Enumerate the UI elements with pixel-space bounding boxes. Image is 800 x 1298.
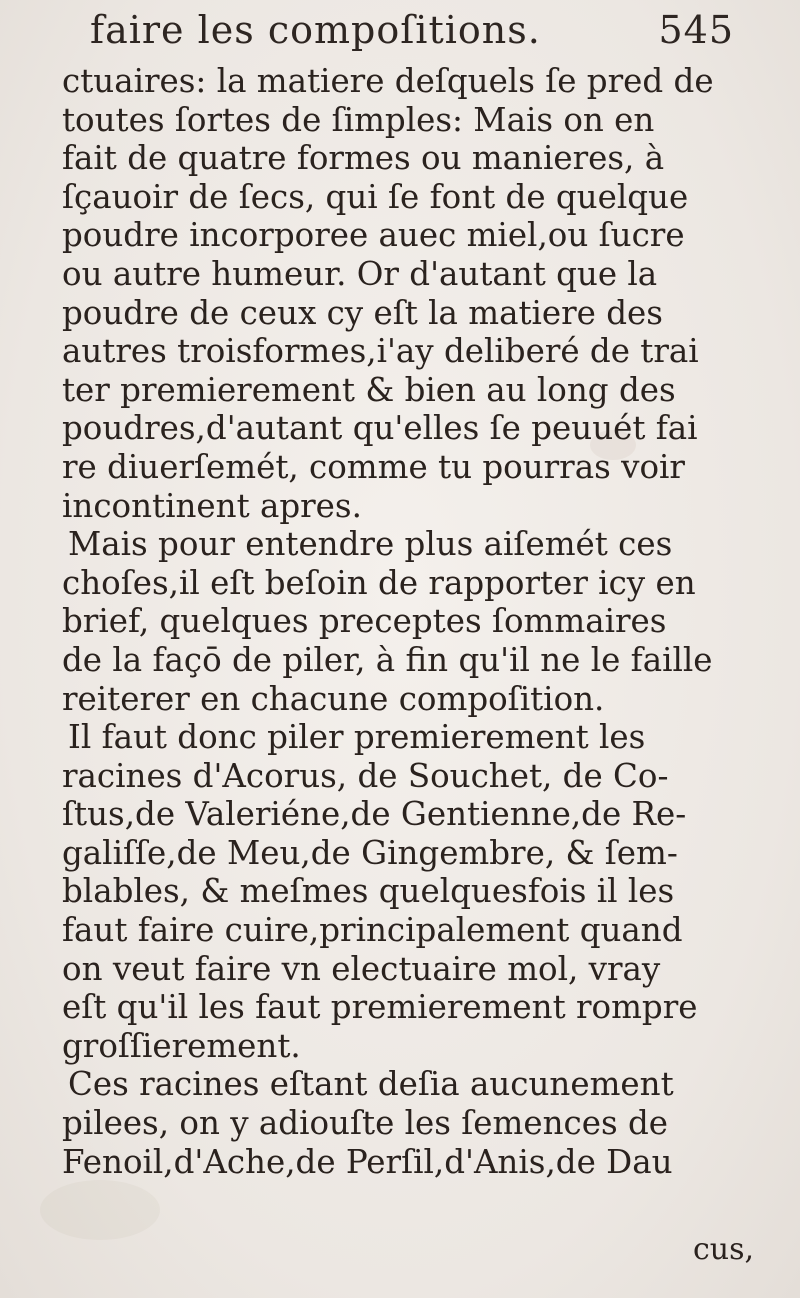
text-line: de la façō de piler, à fin qu'il ne le faille	[62, 640, 713, 679]
text-line: Fenoil,d'Ache,de Perſil,d'Anis,de Dau	[62, 1142, 673, 1181]
text-line: blables, & meſmes quelquesfois il les	[62, 872, 675, 911]
text-line: re diuerſemét, comme tu pourras voir	[62, 447, 685, 486]
text-line: ſtus,de Valeriéne,de Gentienne,de Re-	[62, 795, 687, 834]
running-title: faire les compoſitions.	[90, 8, 541, 52]
text-line: incontinent apres.	[62, 486, 362, 525]
text-line: toutes ſortes de ſimples: Mais on en	[62, 100, 655, 139]
text-line: faut faire cuire,principalement quand	[62, 911, 683, 950]
text-line: poudres,d'autant qu'elles ſe peuuét fai	[62, 409, 698, 448]
text-line: reiterer en chacune compoſition.	[62, 679, 605, 718]
body-text	[62, 62, 742, 1181]
text-line: choſes,il eſt beſoin de rapporter icy en	[62, 563, 696, 602]
paragraph-start-line: Il faut donc piler premierement les	[68, 718, 646, 757]
text-line: ctuaires: la matiere deſquels ſe pred de	[62, 62, 714, 100]
running-header	[82, 8, 742, 58]
page-number: 545	[658, 8, 734, 52]
catchword: cus,	[693, 1232, 755, 1267]
text-line: ter premierement & bien au long des	[62, 370, 676, 409]
text-line: galiſſe,de Meu,de Gingembre, & ſem-	[62, 833, 678, 872]
text-line: autres troisformes,i'ay deliberé de trai	[62, 332, 699, 371]
text-line: on veut faire vn electuaire mol, vray	[62, 949, 661, 988]
paper-stain	[40, 1180, 160, 1240]
text-line: racines d'Acorus, de Souchet, de Co-	[62, 756, 669, 795]
text-line: brief, quelques preceptes ſommaires	[62, 602, 667, 641]
paragraph-start-line: Mais pour entendre plus aiſemét ces	[68, 525, 673, 564]
paragraph-start-line: Ces racines eſtant deſia aucunement	[68, 1065, 674, 1104]
text-line: eſt qu'il les faut premierement rompre	[62, 988, 698, 1027]
text-line: poudre incorporee auec miel,ou ſucre	[62, 216, 685, 255]
text-line: ſçauoir de ſecs, qui ſe font de quelque	[62, 177, 689, 216]
text-line: pilees, on y adiouſte les ſemences de	[62, 1104, 669, 1143]
text-line: groſſierement.	[62, 1026, 301, 1065]
text-line: ou autre humeur. Or d'autant que la	[62, 254, 658, 293]
text-line: fait de quatre formes ou manieres, à	[62, 139, 665, 178]
text-line: poudre de ceux cy eſt la matiere des	[62, 293, 663, 332]
